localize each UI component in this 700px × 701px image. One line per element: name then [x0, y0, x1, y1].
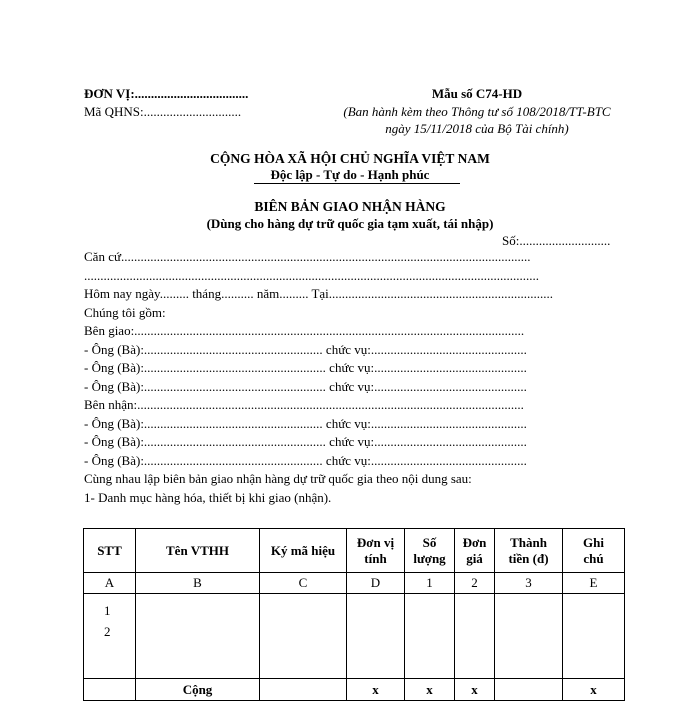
header-code: Ký mã hiệu — [260, 529, 347, 573]
motto-underline — [254, 183, 460, 184]
table-cell — [260, 594, 347, 679]
basis-line: Căn cứ.............................................................................................................................. — [84, 249, 531, 264]
delivering-party-line: Bên giao:........................................................................................................................ — [84, 323, 525, 338]
date-place-line: Hôm nay ngày......... tháng.......... năm......... Tại..................................................................... — [84, 286, 554, 301]
header-item-name: Tên VTHH — [136, 529, 260, 573]
total-cell: x — [563, 679, 625, 701]
header-unit-price: Đơn giá — [455, 529, 495, 573]
header-unit: Đơn vị tính — [347, 529, 405, 573]
total-cell: x — [455, 679, 495, 701]
participants-heading: Chúng tôi gồm: — [84, 304, 166, 320]
section-1-heading: 1- Danh mục hàng hóa, thiết bị khi giao (nhận). — [84, 489, 332, 505]
delivering-person-line: - Ông (Bà):....................................................... chức vụ:................................................ — [84, 341, 527, 357]
code-cell: C — [260, 573, 347, 594]
header-note: Ghi chú — [563, 529, 625, 573]
table-data-row — [84, 594, 625, 679]
row-number: 2 — [104, 624, 111, 639]
total-cell: x — [347, 679, 405, 701]
code-cell: 2 — [455, 573, 495, 594]
table-cell — [347, 594, 405, 679]
doc-number: Số:............................ — [502, 233, 611, 248]
receiving-party-line: Bên nhận:....................................................................................................................... — [84, 397, 524, 412]
goods-table — [83, 528, 625, 701]
row-number: 1 — [104, 603, 111, 618]
header-stt: STT — [84, 529, 136, 573]
issued-line-2: ngày 15/11/2018 của Bộ Tài chính) — [385, 121, 569, 136]
table-cell — [136, 594, 260, 679]
form-code: Mẫu số C74-HD — [431, 86, 523, 101]
header-quantity: Số lượng — [405, 529, 455, 573]
receiving-person-line: - Ông (Bà):....................................................... chức vụ:................................................ — [84, 415, 527, 431]
total-cell — [495, 679, 563, 701]
delivering-person-line: - Ông (Bà):........................................................ chức vụ:............................................... — [84, 378, 527, 394]
table-header-row — [84, 529, 625, 573]
doc-subtitle: (Dùng cho hàng dự trữ quốc gia tạm xuất, tái nhập) — [206, 216, 494, 231]
table-cell — [563, 594, 625, 679]
nation-title: CỘNG HÒA XÃ HỘI CHỦ NGHĨA VIỆT NAM — [210, 151, 490, 166]
code-cell: D — [347, 573, 405, 594]
table-cell — [455, 594, 495, 679]
total-cell — [84, 679, 136, 701]
doc-title: BIÊN BẢN GIAO NHẬN HÀNG — [254, 199, 446, 214]
body-text — [84, 248, 553, 507]
receiving-person-line: - Ông (Bà):........................................................ chức vụ:............................................... — [84, 434, 527, 449]
code-cell: B — [136, 573, 260, 594]
basis-line-continued: ............................................................................................................................................ — [84, 267, 539, 283]
unit-label: ĐƠN VỊ:................................... — [84, 86, 249, 101]
nation-motto: Độc lập - Tự do - Hạnh phúc — [270, 167, 430, 182]
code-cell: E — [563, 573, 625, 594]
issued-line-1: (Ban hành kèm theo Thông tư số 108/2018/TT-BTC — [343, 104, 611, 119]
row-number-cell — [84, 594, 136, 679]
header-amount: Thành tiền (đ) — [495, 529, 563, 573]
table-cell — [495, 594, 563, 679]
code-cell: 3 — [495, 573, 563, 594]
code-cell: A — [84, 573, 136, 594]
table-cell — [405, 594, 455, 679]
agreement-line: Cùng nhau lập biên bản giao nhận hàng dự trữ quốc gia theo nội dung sau: — [84, 471, 472, 486]
total-label: Cộng — [136, 679, 260, 701]
delivering-person-line: - Ông (Bà):........................................................ chức vụ:............................................... — [84, 360, 527, 375]
table-code-row — [84, 573, 625, 594]
total-cell: x — [405, 679, 455, 701]
receiving-person-line: - Ông (Bà):....................................................... chức vụ:................................................ — [84, 452, 527, 468]
code-cell: 1 — [405, 573, 455, 594]
qhns-label: Mã QHNS:.............................. — [84, 104, 242, 119]
total-cell — [260, 679, 347, 701]
table-total-row — [84, 679, 625, 701]
